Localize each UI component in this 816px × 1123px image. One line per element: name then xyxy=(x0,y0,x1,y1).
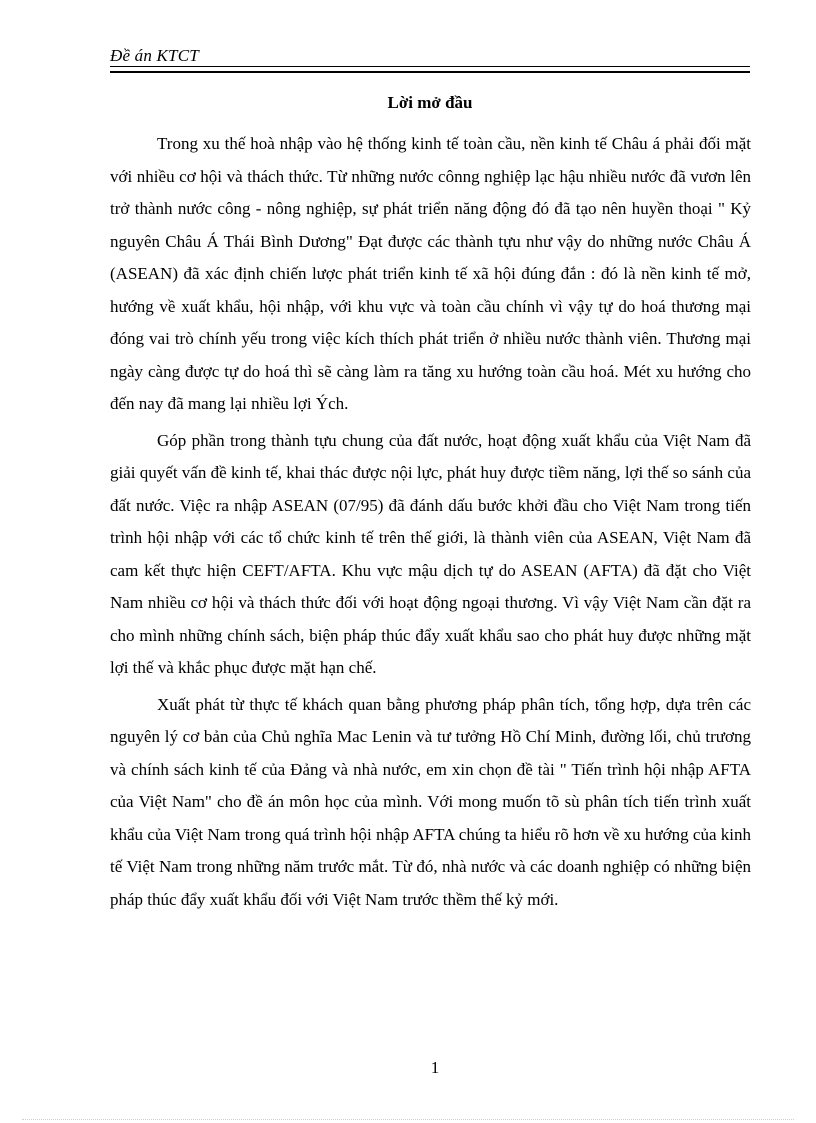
paragraph-2: Góp phần trong thành tựu chung của đất nước, hoạt động xuất khẩu của Việt Nam đã giải quyết vấn đề kinh tế, khai thác được nội lực, phát huy được tiềm năng, lợi thế so sánh của đất nước. Việc ra nhập ASEAN (07/95) đã đánh dấu bước khởi đầu cho Việt Nam trong tiến trình hội nhập với các tổ chức kinh tế trên thế giới, là thành viên của ASEAN, Việt Nam đã cam kết thực hiện CEFT/AFTA. Khu vực mậu dịch tự do ASEAN (AFTA) đã đặt cho Việt Nam nhiều cơ hội và thách thức đối với hoạt động ngoại thương. Vì vậy Việt Nam cần đặt ra cho mình những chính sách, biện pháp thúc đẩy xuất khẩu sao cho phát huy được những mặt lợi thế và khắc phục được mặt hạn chế. xyxy=(110,430,751,677)
paragraph-1: Trong xu thế hoà nhập vào hệ thống kinh tế toàn cầu, nền kinh tế Châu á phải đối mặt với nhiều cơ hội và thách thức. Từ những nước cônng nghiệp lạc hậu nhiều nước đã vươn lên trở thành nước công - nông nghiệp, sự phát triển năng động đó đã tạo nên huyền thoại " Kỷ nguyên Châu Á Thái Bình Dương" Đạt được các thành tựu như vậy do những nước Châu Á (ASEAN) đã xác định chiến lược phát triển kinh tế xã hội đúng đắn : đó là nền kinh tế mở, hướng về xuất khẩu, hội nhập, với khu vực và toàn cầu chính vì vậy tự do hoá thương mại đóng vai trò chính yếu trong việc kích thích phát triển ở nhiều nước thành viên. Thương mại ngày càng được tự do hoá thì sẽ càng làm ra tăng xu hướng toàn cầu hoá. Mét xu hướng cho đến nay đã mang lại nhiều lợi Ých. xyxy=(110,134,751,413)
body-text xyxy=(110,128,751,920)
running-header: Đề án KTCT xyxy=(110,46,199,65)
section-heading: Lời mở đầu xyxy=(387,93,473,112)
header-double-rule xyxy=(110,66,750,73)
paragraph-3: Xuất phát từ thực tế khách quan bằng phương pháp phân tích, tổng hợp, dựa trên các nguyên lý cơ bản của Chủ nghĩa Mac Lenin và tư tưởng Hồ Chí Minh, đường lối, chủ trương và chính sách kinh tế của Đảng và nhà nước, em xin chọn đề tài " Tiến trình hội nhập AFTA của Việt Nam" cho đề án môn học của mình. Với mong muốn tõ sù phân tích tiến trình xuất khẩu của Việt Nam trong quá trình hội nhập AFTA chúng ta hiểu rõ hơn về xu hướng của kinh tế Việt Nam trong những năm trước mắt. Từ đó, nhà nước và các doanh nghiệp có những biện pháp thúc đẩy xuất khẩu đối với Việt Nam trước thềm thế kỷ mới. xyxy=(110,694,751,909)
footer-dotted-line xyxy=(22,1119,794,1120)
page-number: 1 xyxy=(430,1058,440,1077)
